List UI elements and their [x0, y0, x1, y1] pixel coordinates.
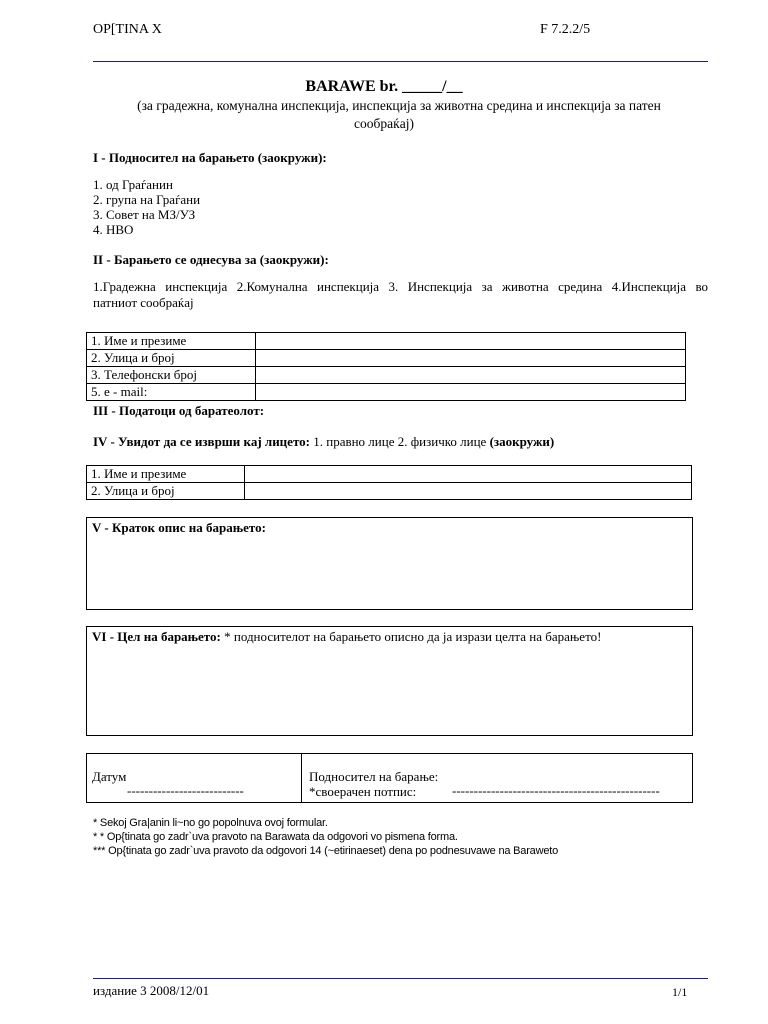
- footnote: * * Op{tinata go zadr`uva pravoto na Barawata da odgovori vo pismena forma.: [93, 831, 458, 843]
- header-municipality: OP[TINA X: [93, 22, 162, 37]
- row-label: 5. е - mail:: [87, 384, 256, 401]
- row-label: 2. Улица и број: [87, 350, 256, 367]
- edition-info: издание 3 2008/12/01: [93, 983, 210, 998]
- footnote: *** Op{tinata go zadr`uva pravoto da odgovori 14 (~etirinaeset) dena po podnesuvawe na Baraweto: [93, 845, 559, 857]
- table-row: [87, 367, 686, 384]
- section-requester-data-heading: III - Податоци од баратеолот:: [93, 403, 265, 418]
- row-label: 1. Име и презиме: [87, 333, 256, 350]
- name-field[interactable]: [256, 333, 686, 350]
- row-label: 2. Улица и број: [87, 483, 245, 500]
- page-number: 1/1: [672, 985, 688, 999]
- signature-line[interactable]: ------------------------------------------------: [452, 783, 660, 798]
- header-form-code: F 7.2.2/5: [540, 22, 591, 37]
- email-field[interactable]: [256, 384, 686, 401]
- description-box[interactable]: [86, 517, 693, 610]
- section-applicant-heading: I - Подносител на барањето (заокружи):: [93, 150, 327, 165]
- applicant-label: Подносител на барање:: [309, 769, 439, 784]
- applicant-option[interactable]: 1. од Граѓанин: [93, 177, 173, 192]
- purpose-heading: VI - Цел на барањето:: [92, 629, 221, 644]
- table-row: [87, 466, 692, 483]
- table-row: [87, 384, 686, 401]
- inspection-target-suffix: (заокружи): [489, 434, 555, 449]
- inspected-person-table: [86, 465, 692, 500]
- inspection-target-options[interactable]: 1. правно лице 2. физичко лице: [309, 434, 490, 449]
- table-row: [87, 333, 686, 350]
- form-subtitle-line1: (за градежна, комунална инспекција, инспекција за животна средина и инспекција за патен: [137, 98, 661, 113]
- form-title: BARAWE br. _____/__: [305, 78, 463, 95]
- purpose-box[interactable]: [86, 626, 693, 736]
- date-label: Датум: [92, 769, 127, 784]
- row-label: 3. Телефонски број: [87, 367, 256, 384]
- inspection-target-heading: IV - Увидот да се изврши кај лицето:: [93, 434, 310, 449]
- description-heading: V - Краток опис на барањето:: [92, 520, 266, 535]
- target-address-field[interactable]: [245, 483, 692, 500]
- footer-divider: [93, 978, 708, 979]
- section-request-type-heading: II - Барањето се однесува за (заокружи):: [93, 252, 329, 267]
- applicant-options: [93, 177, 200, 237]
- date-line[interactable]: ---------------------------: [127, 783, 244, 798]
- purpose-note: * подносителот на барањето описно да ја изрази целта на барањето!: [220, 629, 602, 644]
- own-signature-label: *своерачен потпис:: [309, 784, 417, 799]
- section-inspection-target: [93, 434, 554, 450]
- table-row: [87, 483, 692, 500]
- row-label: 1. Име и презиме: [87, 466, 245, 483]
- applicant-option[interactable]: 4. НВО: [93, 222, 134, 237]
- applicant-option[interactable]: 3. Совет на МЗ/УЗ: [93, 207, 196, 222]
- phone-field[interactable]: [256, 367, 686, 384]
- target-name-field[interactable]: [245, 466, 692, 483]
- signature-divider: [301, 754, 302, 802]
- form-subtitle-line2: сообраќај): [354, 116, 414, 131]
- header-divider: [93, 61, 708, 62]
- request-type-options-cont: патниот сообраќај: [93, 295, 194, 310]
- request-type-options[interactable]: 1.Градежна инспекција 2.Комунална инспекција 3. Инспекција за животна средина 4.Инспекција во: [93, 279, 708, 294]
- footnote: * Sekoj Gra|anin li~no go popolnuva ovoj formular.: [93, 817, 328, 829]
- applicant-option[interactable]: 2. група на Граѓани: [93, 192, 201, 207]
- signature-box: [86, 753, 693, 803]
- table-row: [87, 350, 686, 367]
- address-field[interactable]: [256, 350, 686, 367]
- applicant-details-table: [86, 332, 686, 401]
